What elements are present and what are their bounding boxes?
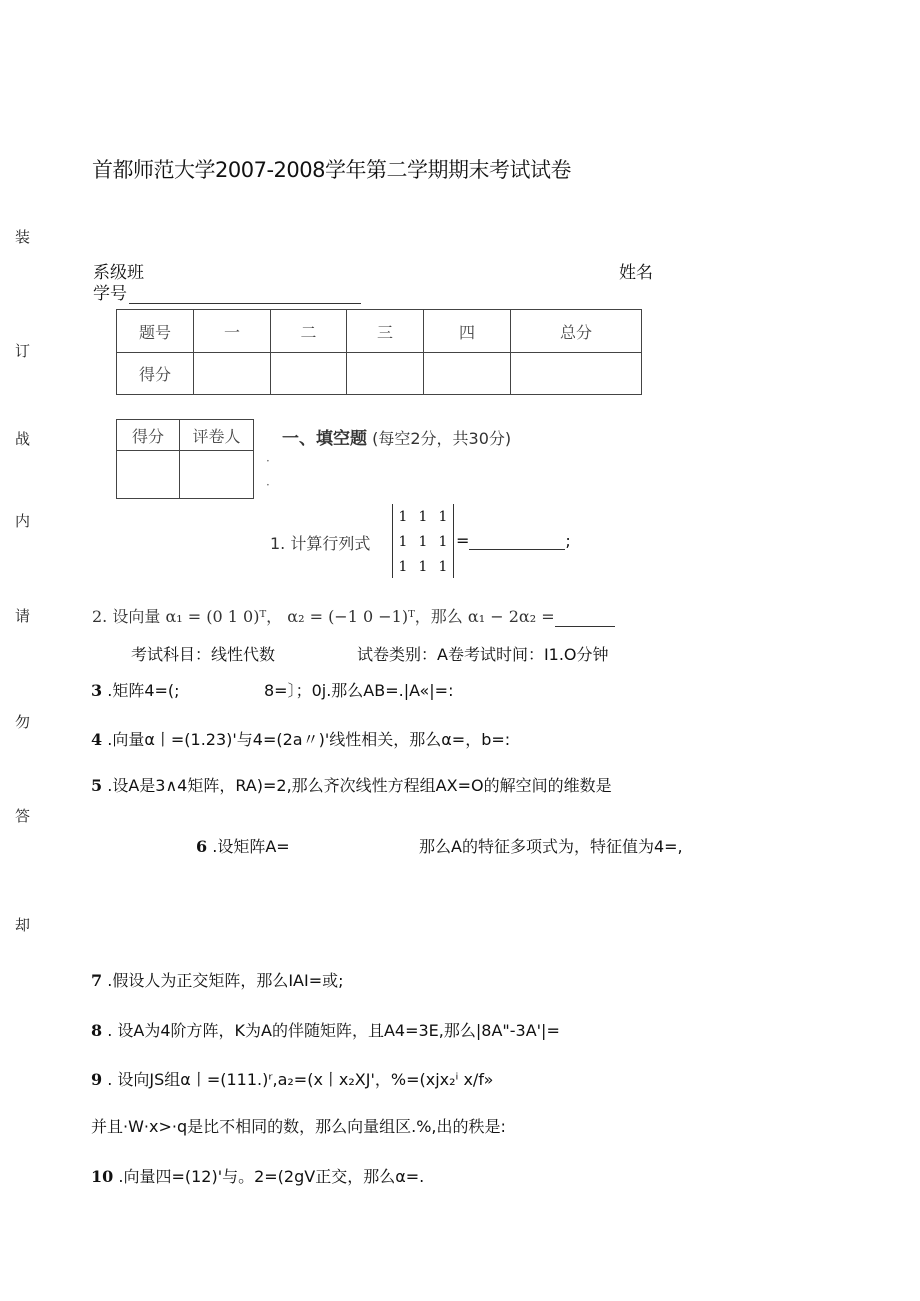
question-text: .设矩阵A= [212,837,290,856]
grader-table [116,419,254,499]
margin-char: 订 [15,342,31,360]
score-table-row-label: 得分 [117,353,194,395]
margin-char: 却 [15,916,31,934]
det-entry: 1 [418,508,428,525]
question-number: 4 [91,730,103,749]
question-number: 8 [91,1021,103,1040]
q1-answer-row [456,531,571,550]
question-text: .设A是3∧4矩阵，RA)=2,那么齐次线性方程组AX=O的解空间的维数是 [107,776,612,795]
score-table-header: 一 [194,310,271,353]
q2-alpha1: α₁ = (0 1 0)ᵀ [165,607,267,626]
question-number: 7 [91,971,103,990]
section-heading [282,424,511,449]
q2-alpha2: α₂ = (−1 0 −1)ᵀ [287,607,415,626]
question-number: 10 [91,1167,114,1186]
question-4 [91,727,510,750]
question-text: .向量四=(12)'与。2=(2gV正交，那么α=. [118,1167,425,1186]
dot-mark: · [266,454,270,468]
q2-row: 2. 设向量 α₁ = (0 1 0)ᵀ， α₂ = (−1 0 −1)ᵀ，那么 α₁ − 2α₂ = [92,604,615,627]
score-cell[interactable] [194,353,271,395]
section-title: 一、填空题 [282,429,367,449]
question-7 [91,968,344,991]
question-6-part2: 那么A的特征多项式为，特征值为4=, [419,837,683,856]
question-number: 9 [91,1070,103,1089]
score-table-header: 三 [347,310,424,353]
score-table-header: 题号 [117,310,194,353]
question-number: 5 [91,776,103,795]
question-6 [196,834,290,857]
grader-name-cell[interactable] [180,451,254,499]
question-3-part2: 8=〕；0j.那么AB=.|A«|=: [264,681,454,700]
q2-expression: α₁ − 2α₂ = [467,607,555,626]
question-5 [91,773,612,796]
question-text: .向量α丨=(1.23)'与4=(2a〃)'线性相关，那么α=，b=: [107,730,511,749]
dot-mark: · [266,478,270,492]
q2-answer-blank[interactable] [555,612,615,627]
student-id-blank[interactable] [129,287,361,304]
question-text: .矩阵4=(; [107,681,180,700]
question-text: . 设向JS组α丨=(111.)ʳ,a₂=(x丨x₂XJ'，%=(xjx₂ⁱ x/f» [107,1070,494,1089]
score-table-header: 四 [424,310,511,353]
exam-title: 首都师范大学2007-2008学年第二学期期末考试试卷 [92,158,571,182]
det-entry: 1 [438,508,448,525]
q2-mid: ，那么 [414,607,463,626]
exam-type-time: 试卷类别：A卷考试时间：I1.O分钟 [357,645,609,664]
score-table [116,309,642,395]
score-cell[interactable] [511,353,642,395]
margin-char: 勿 [15,713,31,731]
grader-score-cell[interactable] [117,451,180,499]
name-label: 姓名 [619,263,653,283]
margin-char: 装 [15,228,31,246]
exam-subject: 考试科目：线性代数 [131,645,276,664]
question-text: .假设人为正交矩阵，那么IAI=或; [107,971,344,990]
det-entry: 1 [398,558,408,575]
q1-end: ; [565,531,571,550]
score-cell[interactable] [271,353,347,395]
margin-char: 答 [15,807,31,825]
margin-char: 内 [15,512,31,530]
score-cell[interactable] [424,353,511,395]
score-table-header: 二 [271,310,347,353]
det-entry: 1 [438,558,448,575]
margin-char: 战 [15,430,31,448]
det-entry: 1 [438,533,448,550]
question-8 [91,1018,560,1041]
question-9-continued: 并且·W·x>·q是比不相同的数，那么向量组区.%,出的秩是: [91,1117,506,1136]
question-10 [91,1164,424,1187]
grader-table-header: 得分 [117,420,180,451]
score-cell[interactable] [347,353,424,395]
det-entry: 1 [418,558,428,575]
question-number: 6 [196,837,208,856]
question-text: . 设A为4阶方阵，K为A的伴随矩阵，且A4=3E,那么|8A"-3A'|= [107,1021,560,1040]
det-entry: 1 [418,533,428,550]
determinant [392,504,454,578]
class-label: 系级班 [93,263,144,283]
det-entry: 1 [398,508,408,525]
student-id-row [93,279,361,304]
question-9 [91,1067,493,1090]
q2-prefix: 2. 设向量 [92,607,161,626]
q1-answer-blank[interactable] [469,535,565,550]
det-entry: 1 [398,533,408,550]
student-id-label: 学号 [93,284,127,304]
q1-label: 1. 计算行列式 [270,534,371,553]
score-table-header: 总分 [511,310,642,353]
q1-equals: = [456,531,470,550]
question-number: 3 [91,681,103,700]
question-3 [91,678,180,701]
margin-char: 请 [15,607,31,625]
grader-table-header: 评卷人 [180,420,254,451]
section-note: (每空2分，共30分) [372,429,512,448]
